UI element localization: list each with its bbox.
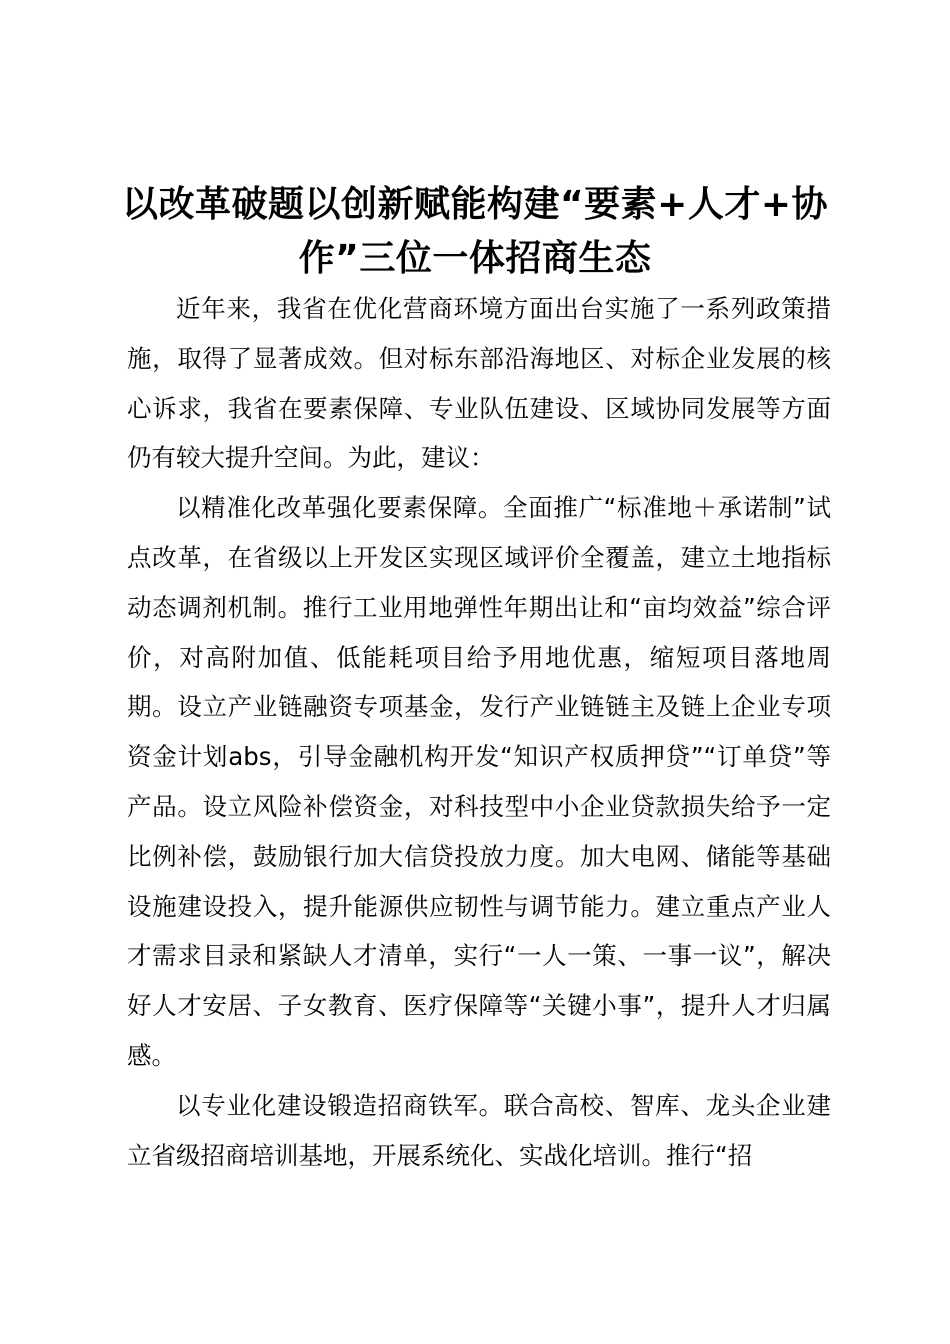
document-body bbox=[127, 284, 831, 1180]
paragraph-professional-team: 以专业化建设锻造招商铁军。联合高校、智库、龙头企业建立省级招商培训基地，开展系统化、实战化培训。推行“招 bbox=[127, 1090, 831, 1170]
document-title: 以改革破题以创新赋能构建“要素+人才+协作”三位一体招商生态 bbox=[122, 184, 828, 279]
paragraph-factor-guarantee: 以精准化改革强化要素保障。全面推广“标准地＋承诺制”试点改革，在省级以上开发区实现区域评价全覆盖，建立土地指标动态调剂机制。推行工业用地弹性年期出让和“亩均效益”综合评价，对高附加值、低能耗项目给予用地优惠，缩短项目落地周期。设立产业链融资专项基金，发行产业链链主及链上企业专项资金计划abs，引导金融机构开发“知识产权质押贷”“订单贷”等产品。设立风险补偿资金，对科技型中小企业贷款损失给予一定比例补偿，鼓励银行加大信贷投放力度。加大电网、储能等基础设施建设投入，提升能源供应韧性与调节能力。建立重点产业人才需求目录和紧缺人才清单，实行“一人一策、一事一议”，解决好人才安居、子女教育、医疗保障等“关键小事”，提升人才归属感。 bbox=[127, 493, 831, 1070]
paragraph-intro: 近年来，我省在优化营商环境方面出台实施了一系列政策措施，取得了显著成效。但对标东部沿海地区、对标企业发展的核心诉求，我省在要素保障、专业队伍建设、区域协同发展等方面仍有较大提升空间。为此，建议： bbox=[127, 294, 831, 473]
